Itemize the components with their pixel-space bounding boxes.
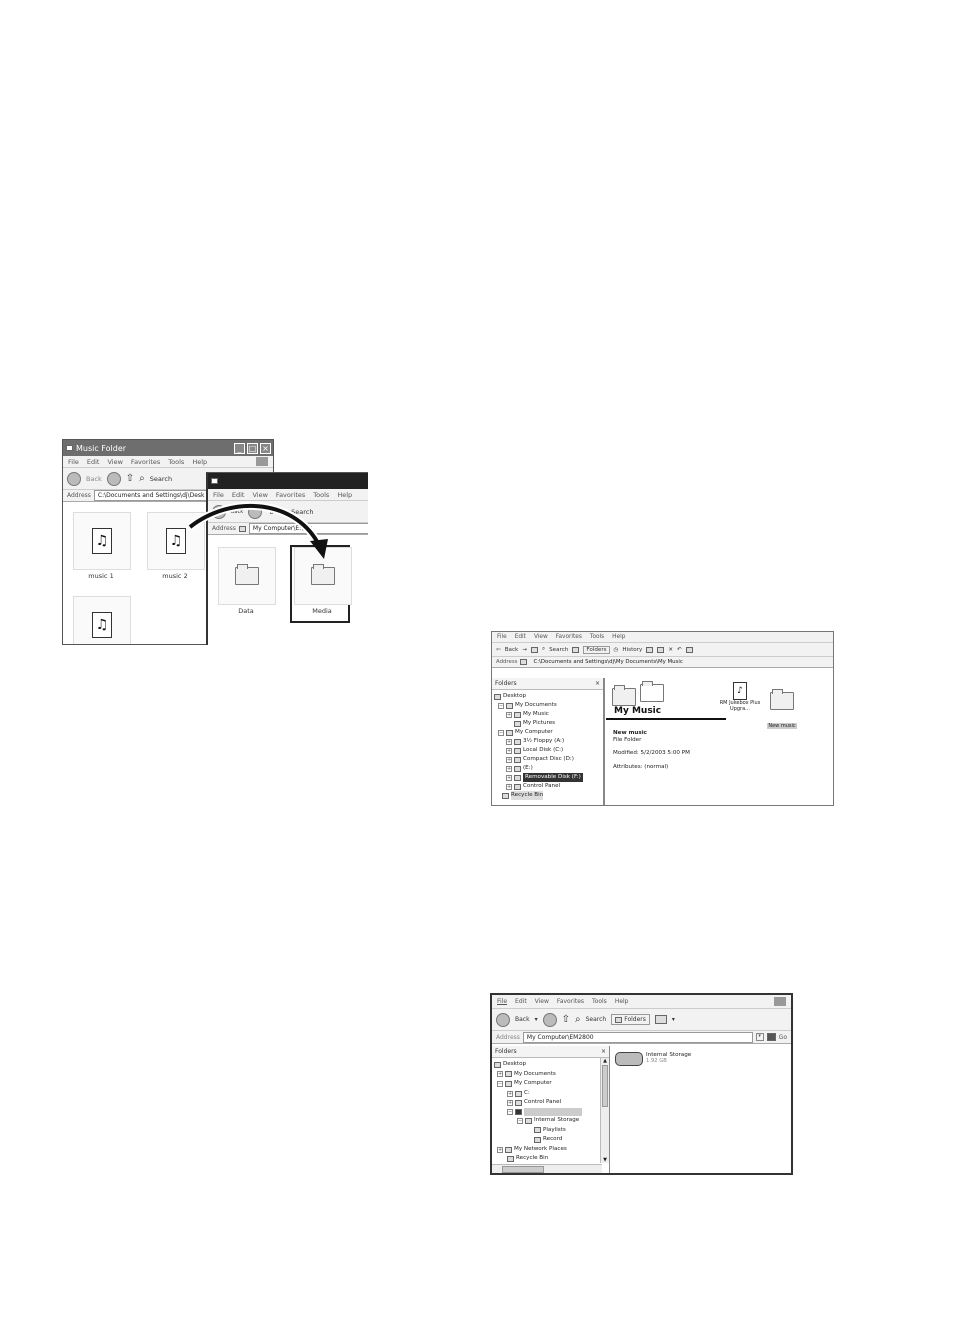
detail-type: File Folder [613,737,642,743]
tree-item-my-network-places[interactable] [494,1145,607,1155]
documents-icon [506,703,513,709]
folders-pane-title: Folders [495,680,517,687]
tree-label-selected: Removable Disk (F:) [525,774,581,780]
menu-bar [208,489,368,501]
media-folder[interactable] [294,547,352,605]
tree-label: My Network Places [514,1145,567,1152]
toolbar [492,1009,791,1031]
scroll-up-icon[interactable]: ▲ [603,1058,607,1064]
views-icon[interactable] [686,647,693,653]
toolbar [208,501,368,523]
menu-bar [492,995,791,1009]
menu-view[interactable]: View [534,998,549,1005]
drive-size: 1.92 GB [646,1058,667,1064]
hard-drive-icon [615,1052,643,1066]
floppy-icon [514,739,521,745]
folder-tree [492,690,603,802]
internal-storage-item[interactable] [615,1052,691,1066]
drive-icon [515,1091,522,1097]
figure-drag-copy [62,439,368,645]
detail-modified: Modified: 5/2/2003 5:00 PM [613,750,690,756]
heading-underline [606,718,726,720]
expand-icon[interactable]: + [507,747,512,754]
address-bar [208,523,368,535]
close-button[interactable]: × [260,443,271,454]
tree-vertical-scrollbar[interactable] [600,1058,609,1163]
undo-icon[interactable]: ↶ [677,646,682,653]
data-folder[interactable] [218,547,276,605]
window-title: Music Folder [76,443,127,453]
drive-icon [514,766,521,772]
tree-label: My Music [523,711,549,717]
tree-label: Control Panel [524,1099,562,1106]
tree-item-e-drive[interactable] [494,764,601,773]
tree-label-selected [524,1108,582,1116]
back-button-label[interactable]: Back [231,508,244,515]
dropdown-icon[interactable]: ▾ [534,1016,538,1023]
folders-pane [492,1046,610,1173]
folder-icon [235,567,259,585]
expand-icon[interactable]: + [498,1071,503,1078]
windows-flag-icon [774,997,786,1006]
tree-label: My Documents [514,1070,556,1077]
back-arrow-icon[interactable] [496,1013,510,1027]
em2800-explorer-window [490,993,793,1175]
tree-item-compact-disc[interactable] [494,755,601,764]
menu-tools[interactable]: Tools [589,634,605,640]
expand-icon[interactable]: + [498,1146,503,1153]
collapse-icon[interactable]: − [518,1117,523,1124]
device-icon [515,1109,522,1115]
tree-item-desktop[interactable] [494,692,601,701]
data-folder-label: Data [238,607,254,615]
removable-disk-titlebar [208,473,368,489]
collapse-icon[interactable]: − [508,1108,513,1115]
go-arrow-icon[interactable] [767,1033,776,1041]
folder-icon [514,721,521,727]
history-button[interactable]: History [622,646,643,653]
address-input[interactable]: My Computer\EM2800 [523,1032,753,1043]
back-button-label[interactable]: Back [86,474,102,483]
music-note-icon: ♫ [92,612,112,638]
folder-icon [770,692,794,710]
address-bar [492,657,833,668]
menu-view[interactable]: View [107,457,123,466]
music-file-2[interactable] [147,512,205,570]
search-icon: ⌕ [574,1014,581,1025]
music-file-3[interactable] [73,596,131,645]
expand-icon[interactable]: + [507,774,512,781]
music-note-icon: ♫ [166,528,186,554]
content-pane [611,1046,793,1173]
tree-label: Recycle Bin [516,1155,549,1162]
menu-favorites[interactable]: Favorites [555,634,582,640]
move-to-icon[interactable] [646,647,653,653]
music-file-1-label: music 1 [88,572,114,580]
address-label: Address [67,492,91,499]
menu-help[interactable]: Help [192,457,208,466]
tree-label: Desktop [503,1061,527,1067]
tree-item-control-panel[interactable] [494,1098,607,1108]
menu-help[interactable]: Help [614,998,629,1005]
tree-label: Desktop [503,693,527,699]
search-button[interactable]: Search [291,507,314,516]
content-pane [606,678,834,806]
folder-header-graphic [610,682,670,702]
menu-view[interactable]: View [252,490,268,499]
tree-label: Playlists [543,1126,566,1133]
music-folder-titlebar [63,440,273,456]
menu-bar [63,456,273,468]
tree-item-my-computer[interactable] [494,728,601,737]
removable-disk-window [206,472,368,645]
music-file-2-label: music 2 [162,572,188,580]
address-label: Address [212,525,236,532]
back-button[interactable]: Back [515,1016,530,1023]
history-icon: ◷ [613,646,619,653]
close-icon[interactable]: × [600,1048,606,1055]
menu-help[interactable]: Help [612,634,626,640]
jukebox-upgrade-item[interactable] [718,682,762,712]
tree-label: Compact Disc (D:) [523,756,574,762]
tree-item-recycle-bin[interactable] [494,1154,607,1164]
folder-icon [520,659,527,665]
address-input[interactable]: C:\Documents and Settings\dj\My Documents\My Music [533,658,683,665]
menu-file[interactable]: File [68,457,79,466]
toolbar [492,643,833,657]
menu-favorites[interactable]: Favorites [556,998,585,1005]
tree-item-my-documents[interactable] [494,1070,607,1080]
my-music-explorer-window [491,631,834,806]
forward-arrow-icon[interactable]: → [522,646,527,653]
expand-icon[interactable]: + [507,783,512,790]
tree-label: Record [543,1136,563,1143]
folders-button[interactable]: Folders [583,646,609,654]
tree-item-floppy[interactable] [494,737,601,746]
dropdown-icon[interactable]: ▾ [671,1016,675,1023]
drive-name: Internal Storage [646,1052,692,1058]
back-arrow-icon[interactable] [212,505,226,519]
desktop-icon [494,1062,501,1068]
tree-item-control-panel[interactable] [494,782,601,791]
setup-file-icon: ♪ [733,682,747,700]
tree-item-my-computer[interactable] [494,1079,607,1089]
forward-arrow-icon[interactable] [248,505,262,519]
tree-label: My Pictures [523,720,556,726]
scroll-down-icon[interactable]: ▼ [603,1157,607,1163]
folder-icon [640,684,664,702]
removable-disk-icon [514,775,521,781]
folders-button: Folders [624,1016,646,1023]
folder-icon [66,445,73,451]
address-dropdown-icon[interactable]: ▾ [756,1033,764,1041]
address-input[interactable]: C:\Documents and Settings\dj\Desk [94,490,269,501]
tree-label: My Documents [515,702,557,708]
collapse-icon[interactable]: − [498,1080,503,1087]
cd-icon [514,757,521,763]
go-button[interactable]: Go [778,1033,787,1041]
tree-label: (E:) [523,765,533,771]
menu-edit[interactable]: Edit [515,998,527,1005]
search-icon: ⌕ [280,506,287,517]
tree-item-my-music[interactable] [494,710,601,719]
menu-edit[interactable]: Edit [514,634,526,640]
tree-label: Control Panel [523,783,561,789]
drive-icon [525,1118,532,1124]
address-bar [492,1031,791,1044]
detail-name: New music [613,730,647,736]
views-icon[interactable] [655,1015,667,1024]
up-folder-icon[interactable] [531,647,538,653]
menu-view[interactable]: View [533,634,548,640]
computer-icon [239,526,246,532]
forward-arrow-icon[interactable] [543,1013,557,1027]
expand-icon[interactable]: + [507,738,512,745]
detail-attributes: Attributes: (normal) [613,764,669,770]
menu-favorites[interactable]: Favorites [130,457,161,466]
folders-pane [492,678,605,806]
close-icon[interactable]: × [594,680,600,687]
expand-icon[interactable]: + [507,711,512,718]
folders-button-wrap[interactable] [611,1014,650,1025]
search-icon: ⌕ [139,473,145,484]
recycle-bin-icon [502,793,509,799]
folder-icon [311,567,335,585]
back-button[interactable]: Back [504,646,519,653]
search-button[interactable]: Search [149,474,173,483]
tree-item-my-pictures[interactable] [494,719,601,728]
tree-label: My Computer [515,729,553,735]
folders-icon [572,647,579,653]
forward-arrow-icon[interactable] [107,472,121,486]
up-folder-icon[interactable]: ⇧ [561,1014,570,1025]
tree-label: 3½ Floppy (A:) [523,738,565,744]
menu-tools[interactable]: Tools [313,490,330,499]
address-label: Address [496,1033,520,1041]
back-arrow-icon[interactable]: ⇦ [496,646,501,653]
tree-item-recycle-bin[interactable] [494,791,601,800]
address-input[interactable]: My Computer\E:\...s [249,523,368,534]
folders-pane-header [492,1046,609,1058]
menu-favorites[interactable]: Favorites [275,490,306,499]
folders-pane-title: Folders [495,1048,517,1055]
new-music-label: New music [768,723,796,729]
folders-icon [615,1017,622,1023]
tree-item-record[interactable] [494,1135,607,1145]
media-folder-label: Media [312,607,332,615]
recycle-bin-icon [507,1156,514,1162]
control-panel-icon [515,1100,522,1106]
collapse-icon[interactable]: − [499,729,504,736]
folder-tree [492,1058,609,1166]
menu-edit[interactable]: Edit [86,457,100,466]
folder-heading: My Music [614,706,662,716]
copy-to-icon[interactable] [657,647,664,653]
computer-icon [506,730,513,736]
menu-tools[interactable]: Tools [168,457,185,466]
folder-icon [534,1137,541,1143]
expand-icon[interactable]: + [507,765,512,772]
tree-item-playlists[interactable] [494,1126,607,1136]
address-label: Address [496,659,518,665]
search-button[interactable]: Search [549,646,569,653]
music-file-1[interactable] [73,512,131,570]
folder-icon [514,712,521,718]
tree-item-c-drive[interactable] [494,1089,607,1099]
tree-label: Internal Storage [534,1116,580,1123]
up-folder-icon[interactable]: ⇧ [125,473,135,484]
delete-icon[interactable]: ✕ [668,646,674,653]
menu-bar [492,632,833,643]
documents-icon [505,1071,512,1077]
network-icon [505,1147,512,1153]
new-music-item[interactable] [762,688,802,731]
folder-icon [612,688,636,706]
menu-tools[interactable]: Tools [592,998,607,1005]
tree-label: Recycle Bin [511,792,544,798]
tree-label: Local Disk (C:) [523,747,564,753]
scroll-thumb[interactable] [602,1065,608,1107]
minimize-button[interactable]: _ [234,443,245,454]
folder-icon [211,478,218,484]
tree-item-desktop[interactable] [494,1060,607,1070]
expand-icon[interactable]: + [507,756,512,763]
search-button[interactable]: Search [585,1016,607,1023]
collapse-icon[interactable]: − [499,702,504,709]
music-note-icon: ♫ [92,528,112,554]
jukebox-upgrade-label: RM Jukebox Plus Upgra... [719,700,761,712]
tree-label: C: [524,1089,530,1096]
control-panel-icon [514,784,521,790]
tree-item-my-documents[interactable] [494,701,601,710]
tree-item-internal-storage[interactable] [494,1116,607,1126]
menu-help[interactable]: Help [337,490,353,499]
desktop-icon [494,694,501,700]
tree-horizontal-scrollbar[interactable] [492,1164,602,1173]
search-icon: ⌕ [541,646,546,652]
menu-file[interactable]: File [497,998,508,1005]
expand-icon[interactable]: + [508,1090,513,1097]
drive-icon [514,748,521,754]
computer-icon [505,1081,512,1087]
tree-item-local-disk[interactable] [494,746,601,755]
tree-label: My Computer [514,1080,552,1087]
maximize-button[interactable]: □ [248,443,257,453]
tree-item-removable-disk[interactable] [494,773,601,782]
back-arrow-icon[interactable] [67,472,81,486]
windows-flag-icon [256,457,268,466]
folder-icon [534,1127,541,1133]
menu-file[interactable]: File [213,490,224,499]
up-folder-icon[interactable]: ⇧ [267,506,276,517]
menu-file[interactable]: File [497,634,507,640]
expand-icon[interactable]: + [508,1100,513,1107]
folders-pane-header [492,678,603,690]
scroll-thumb[interactable] [502,1166,544,1173]
menu-edit[interactable]: Edit [231,490,245,499]
tree-item-em2800-device[interactable] [494,1108,607,1116]
